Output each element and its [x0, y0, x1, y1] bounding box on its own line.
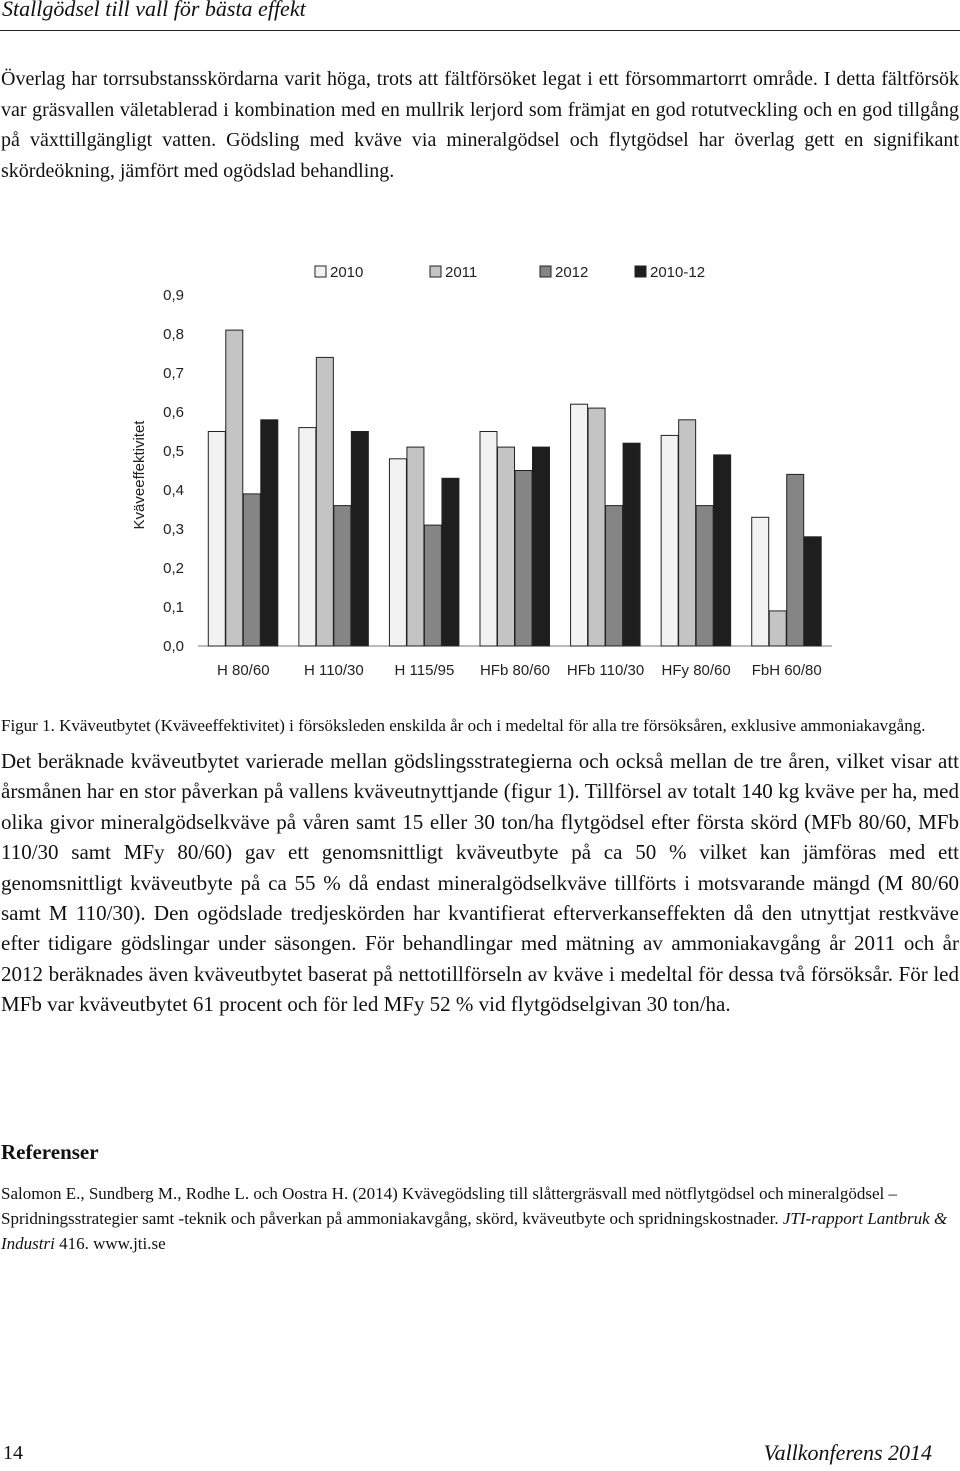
bar-2010-12-1	[261, 420, 278, 646]
bar-2012-7	[787, 474, 804, 646]
bar-2011-4	[498, 447, 515, 646]
y-tick-label: 0,8	[163, 326, 184, 343]
footer-title: Vallkonferens 2014	[763, 1440, 932, 1465]
bar-2010-12-3	[442, 478, 459, 646]
bar-2012-3	[424, 525, 441, 646]
x-tick-label: HFb 80/60	[479, 662, 551, 679]
y-tick-label: 0,3	[163, 521, 184, 538]
bar-2012-2	[334, 506, 351, 646]
bar-2010-12-2	[351, 432, 368, 647]
bar-2010-12-6	[714, 455, 731, 646]
intro-paragraph: Överlag har torrsubstansskördarna varit höga, trots att fältförsöket legat i ett försommartorrt område. I detta fältförsök var gräsvallen väletablerad i kombination med en mullrik lerjord som främjat en god rotutveckling och en god tillgång på växttillgängligt vatten. Gödsling med kväve via mineralgödsel och flytgödsel har överlag gett en signifikant skördeökning, jämfört med ogödslad behandling.	[1, 68, 959, 182]
bar-2010-12-5	[623, 443, 640, 646]
legend-label-2010-12: 2010-12	[650, 264, 706, 281]
legend-label-2012: 2012	[555, 264, 589, 281]
bar-2010-12-7	[804, 537, 821, 646]
legend-swatch-2011	[430, 266, 441, 277]
x-tick-label: FbH 60/80	[751, 662, 822, 679]
y-tick-label: 0,2	[163, 560, 184, 577]
bar-2012-6	[696, 506, 713, 646]
bar-2011-1	[226, 330, 243, 646]
page-number: 14	[3, 1442, 23, 1464]
bar-2011-2	[316, 357, 333, 646]
x-tick-label: H 115/95	[394, 662, 455, 679]
header-rule	[0, 30, 960, 31]
bar-2010-12-4	[533, 447, 550, 646]
bar-2010-5	[571, 404, 588, 646]
reference-entry	[1, 1181, 959, 1256]
bar-2011-7	[769, 611, 786, 646]
bar-2010-4	[480, 432, 497, 647]
legend-swatch-2010-12	[635, 266, 646, 277]
bar-2012-4	[515, 471, 532, 647]
x-tick-label: HFy 80/60	[661, 662, 731, 679]
y-tick-label: 0,1	[163, 599, 184, 616]
x-tick-label: H 80/60	[217, 662, 270, 679]
bar-2010-3	[389, 459, 406, 646]
discussion-paragraph: Det beräknade kväveutbytet varierade mellan gödslingsstrategierna och också mellan de tre åren, vilket visar att årsmånen har en stor påverkan på vallens kväveutnyttjande (figur 1). Tillförsel av totalt 140 kg kväve per ha, med olika givor mineralgödselkväve på våren samt 15 eller 30 ton/ha flytgödsel efter första skörd (MFb 80/60, MFb 110/30 samt MFy 80/60) gav ett genomsnittligt kväveutbyte på ca 50 % vilket kan jämföras med ett genomsnittligt kväveutbyte på ca 55 % då endast mineralgödselkväve tillförts i motsvarande mängd (M 80/60 samt M 110/30). Den ogödslade tredjeskörden har kvantifierat efterverkanseffekten då den utnyttjat restkväve efter tidigare gödslingar under säsongen. För behandlingar med mätning av ammoniakavgång år 2011 och år 2012 beräknades även kväveutbytet baserat på nettotillförseln av kväve i medeltal för dessa två försöksår. För led MFb var kväveutbytet 61 procent och för led MFy 52 % vid flytgödselgivan 30 ton/ha.	[1, 749, 959, 1017]
bar-chart	[120, 255, 840, 695]
figure-caption: Figur 1. Kväveutbytet (Kväveeffektivitet) i försöksleden enskilda år och i medeltal för alla tre försöksåren, exklusive ammoniakavgång.	[1, 716, 926, 735]
bar-2011-3	[407, 447, 424, 646]
y-tick-label: 0,9	[163, 287, 184, 304]
reference-journal: JTI-rapport Lantbruk & Industri	[1, 1209, 948, 1253]
bar-2010-6	[661, 435, 678, 646]
y-tick-label: 0,4	[163, 482, 184, 499]
bar-2010-7	[752, 517, 769, 646]
x-tick-label: HFb 110/30	[566, 662, 645, 679]
legend-swatch-2010	[315, 266, 326, 277]
bar-2012-5	[606, 506, 623, 646]
figure-chart	[120, 255, 840, 695]
legend-label-2011: 2011	[445, 264, 478, 281]
y-tick-label: 0,5	[163, 443, 184, 460]
y-tick-label: 0,7	[163, 365, 184, 382]
reference-tail: 416. www.jti.se	[59, 1234, 166, 1253]
legend-swatch-2012	[540, 266, 551, 277]
y-axis-label: Kväveeffektivitet	[131, 420, 148, 530]
reference-text: Salomon E., Sundberg M., Rodhe L. och Oostra H. (2014) Kvävegödsling till slåttergräsvall med nötflytgödsel och mineralgödsel – Spridningsstrategier samt -teknik och påverkan på ammoniakavgång, skörd, kväveutbyte och spridningskostnader.	[1, 1184, 897, 1228]
legend-label-2010: 2010	[330, 264, 364, 281]
bar-2010-2	[299, 428, 316, 646]
bar-2012-1	[243, 494, 260, 646]
page-header: Stallgödsel till vall för bästa effekt	[2, 0, 306, 21]
y-tick-label: 0,0	[163, 638, 184, 655]
bar-2010-1	[208, 432, 225, 647]
y-tick-label: 0,6	[163, 404, 184, 421]
bar-2011-5	[588, 408, 605, 646]
references-heading: Referenser	[1, 1140, 99, 1164]
bar-2011-6	[679, 420, 696, 646]
x-tick-label: H 110/30	[303, 662, 364, 679]
